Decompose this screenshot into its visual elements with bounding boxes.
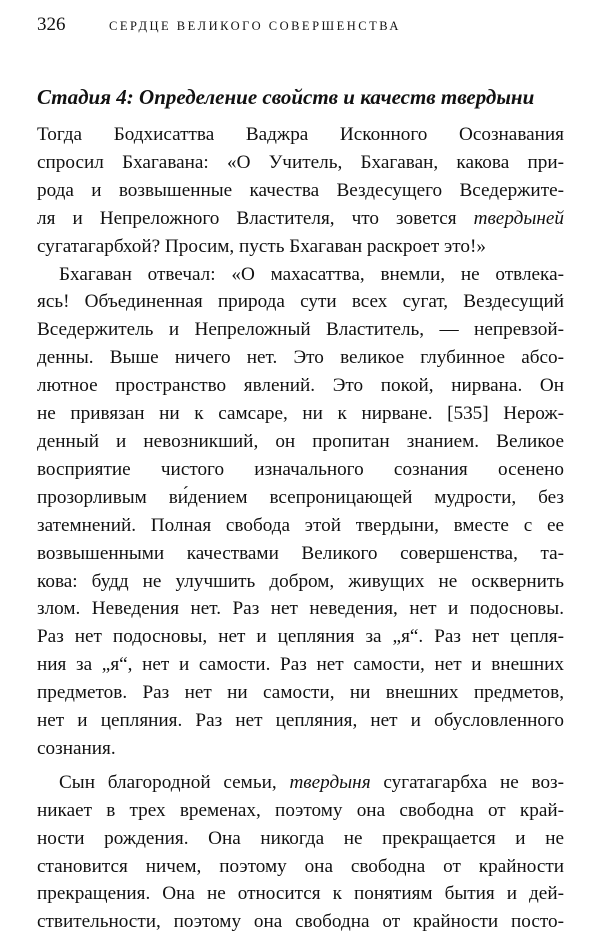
text-line: Тогда Бодхисаттва Ваджра Исконного Осознавания	[37, 124, 564, 145]
text-line: Вседержитель и Непреложный Властитель, — непревзой-	[37, 319, 564, 341]
text-line: возвышенными качествами Великого совершенства, та-	[37, 542, 564, 564]
text-line: рода и возвышенные качества Вездесущего Вседержите-	[37, 179, 564, 201]
text-line: Раз нет подосновы, нет и цепляния за „я“. Раз нет цепля-	[37, 626, 564, 648]
text-line: лютное пространство явлений. Это покой, нирвана. Он	[37, 375, 564, 397]
text-line: ности рождения. Она никогда не прекращается и не	[37, 827, 564, 849]
paragraph-1	[37, 121, 564, 261]
text-line: прекращения. Она не относится к понятиям бытия и дей-	[37, 883, 564, 905]
paragraph-3	[37, 769, 564, 936]
text-line: нет и цепляния. Раз нет цепляния, нет и обусловленного	[37, 710, 564, 732]
text-line: предметов. Раз нет ни самости, ни внешних предметов,	[37, 682, 564, 704]
text-line: денный и невозникший, он пропитан знанием. Великое	[37, 430, 564, 452]
text-line: спросил Бхагавана: «О Учитель, Бхагаван, какова при-	[37, 151, 564, 173]
page-header	[37, 14, 564, 46]
running-title: СЕРДЦЕ ВЕЛИКОГО СОВЕРШЕНСТВА	[109, 19, 401, 33]
text-line: прозорливым ви́дением всепроницающей мудрости, без	[37, 486, 564, 508]
text-line: злом. Неведения нет. Раз нет неведения, нет и подосновы.	[37, 598, 564, 620]
text-line: становится ничем, поэтому она свободна от крайности	[37, 855, 564, 877]
paragraph-2	[37, 261, 564, 763]
text-line: Сын благородной семьи, твердыня сугатагарбха не воз-	[59, 771, 565, 793]
body-text	[37, 121, 564, 936]
emphasis: твердыня	[289, 771, 371, 793]
text-line: сознания.	[37, 737, 116, 759]
text-line: ля и Непреложного Властителя, что зовется твердыней	[37, 207, 564, 229]
text-line: восприятие чистого изначального сознания осенено	[37, 458, 564, 480]
text-line: сугатагарбхой? Просим, пусть Бхагаван раскроет это!»	[37, 235, 486, 257]
text-line: Бхагаван отвечал: «О махасаттва, внемли, не отвлека-	[59, 263, 564, 285]
text-line: никает в трех временах, поэтому она свободна от край-	[37, 799, 564, 821]
text-line: затемнений. Полная свобода этой твердыни, вместе с ее	[37, 514, 564, 536]
text-line: ствительности, поэтому она свободна от крайности посто-	[37, 911, 564, 933]
emphasis: твердыней	[473, 207, 564, 229]
text-line: ясь! Объединенная природа сути всех сугат, Вездесущий	[37, 291, 564, 313]
text-line: ния за „я“, нет и самости. Раз нет самости, нет и внешних	[37, 654, 564, 676]
text-line: не привязан ни к самсаре, ни к нирване. [535] Нерож-	[37, 403, 564, 425]
text-line: кова: будд не улучшить добром, живущих не осквернить	[37, 570, 564, 592]
section-title: Стадия 4: Определение свойств и качеств твердыни	[37, 85, 535, 109]
text-line: денны. Выше ничего нет. Это великое глубинное абсо-	[37, 347, 564, 369]
page-number: 326	[37, 14, 66, 35]
book-page	[37, 14, 564, 936]
